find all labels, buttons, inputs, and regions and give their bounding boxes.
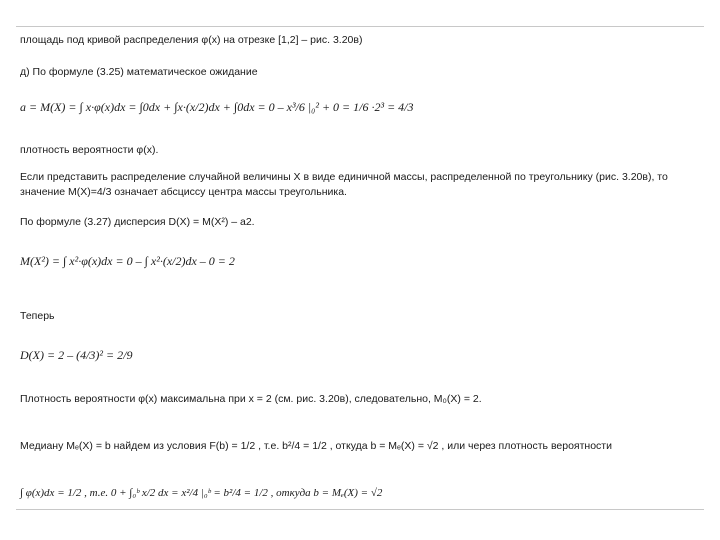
text-line-centroid: значение M(X)=4/3 означает абсциссу центра массы треугольника.: [20, 186, 347, 198]
text-line-expectation-intro: д) По формуле (3.25) математическое ожидание: [20, 66, 258, 78]
text-line-mass-interpretation: Если представить распределение случайной величины X в виде единичной массы, распределенной по треугольнику (рис. 3.20в), то: [20, 171, 668, 183]
text-line-now: Теперь: [20, 310, 55, 322]
text-line-mode: Плотность вероятности φ(x) максимальна при x = 2 (см. рис. 3.20в), следовательно, M₀(X) = 2.: [20, 393, 482, 405]
formula-median: ∫ φ(x)dx = 1/2 , т.е. 0 + ∫₀ᵇ x/2 dx = x²/4 |₀ᵇ = b²/4 = 1/2 , откуда b = Mₑ(X) = √2: [20, 487, 383, 499]
formula-second-moment: M(X²) = ∫ x²·φ(x)dx = 0 – ∫ x²·(x/2)dx – 0 = 2: [20, 254, 235, 268]
top-rule: [16, 26, 704, 27]
text-line-area: площадь под кривой распределения φ(x) на отрезке [1,2] – рис. 3.20в): [20, 34, 363, 46]
text-line-density: плотность вероятности φ(x).: [20, 144, 159, 156]
formula-expectation: a = M(X) = ∫ x·φ(x)dx = ∫0dx + ∫x·(x/2)dx + ∫0dx = 0 – x³/6 |₀² + 0 = 1/6 ·2³ = 4/3: [20, 100, 414, 114]
text-line-variance-formula: По формуле (3.27) дисперсия D(X) = M(X²) – a2.: [20, 216, 255, 228]
formula-variance: D(X) = 2 – (4/3)² = 2/9: [20, 348, 133, 362]
text-line-median: Медиану Mₑ(X) = b найдем из условия F(b) = 1/2 , т.е. b²/4 = 1/2 , откуда b = Mₑ(X) = √2 , или через плотность вероятности: [20, 440, 612, 452]
bottom-rule: [16, 509, 704, 510]
